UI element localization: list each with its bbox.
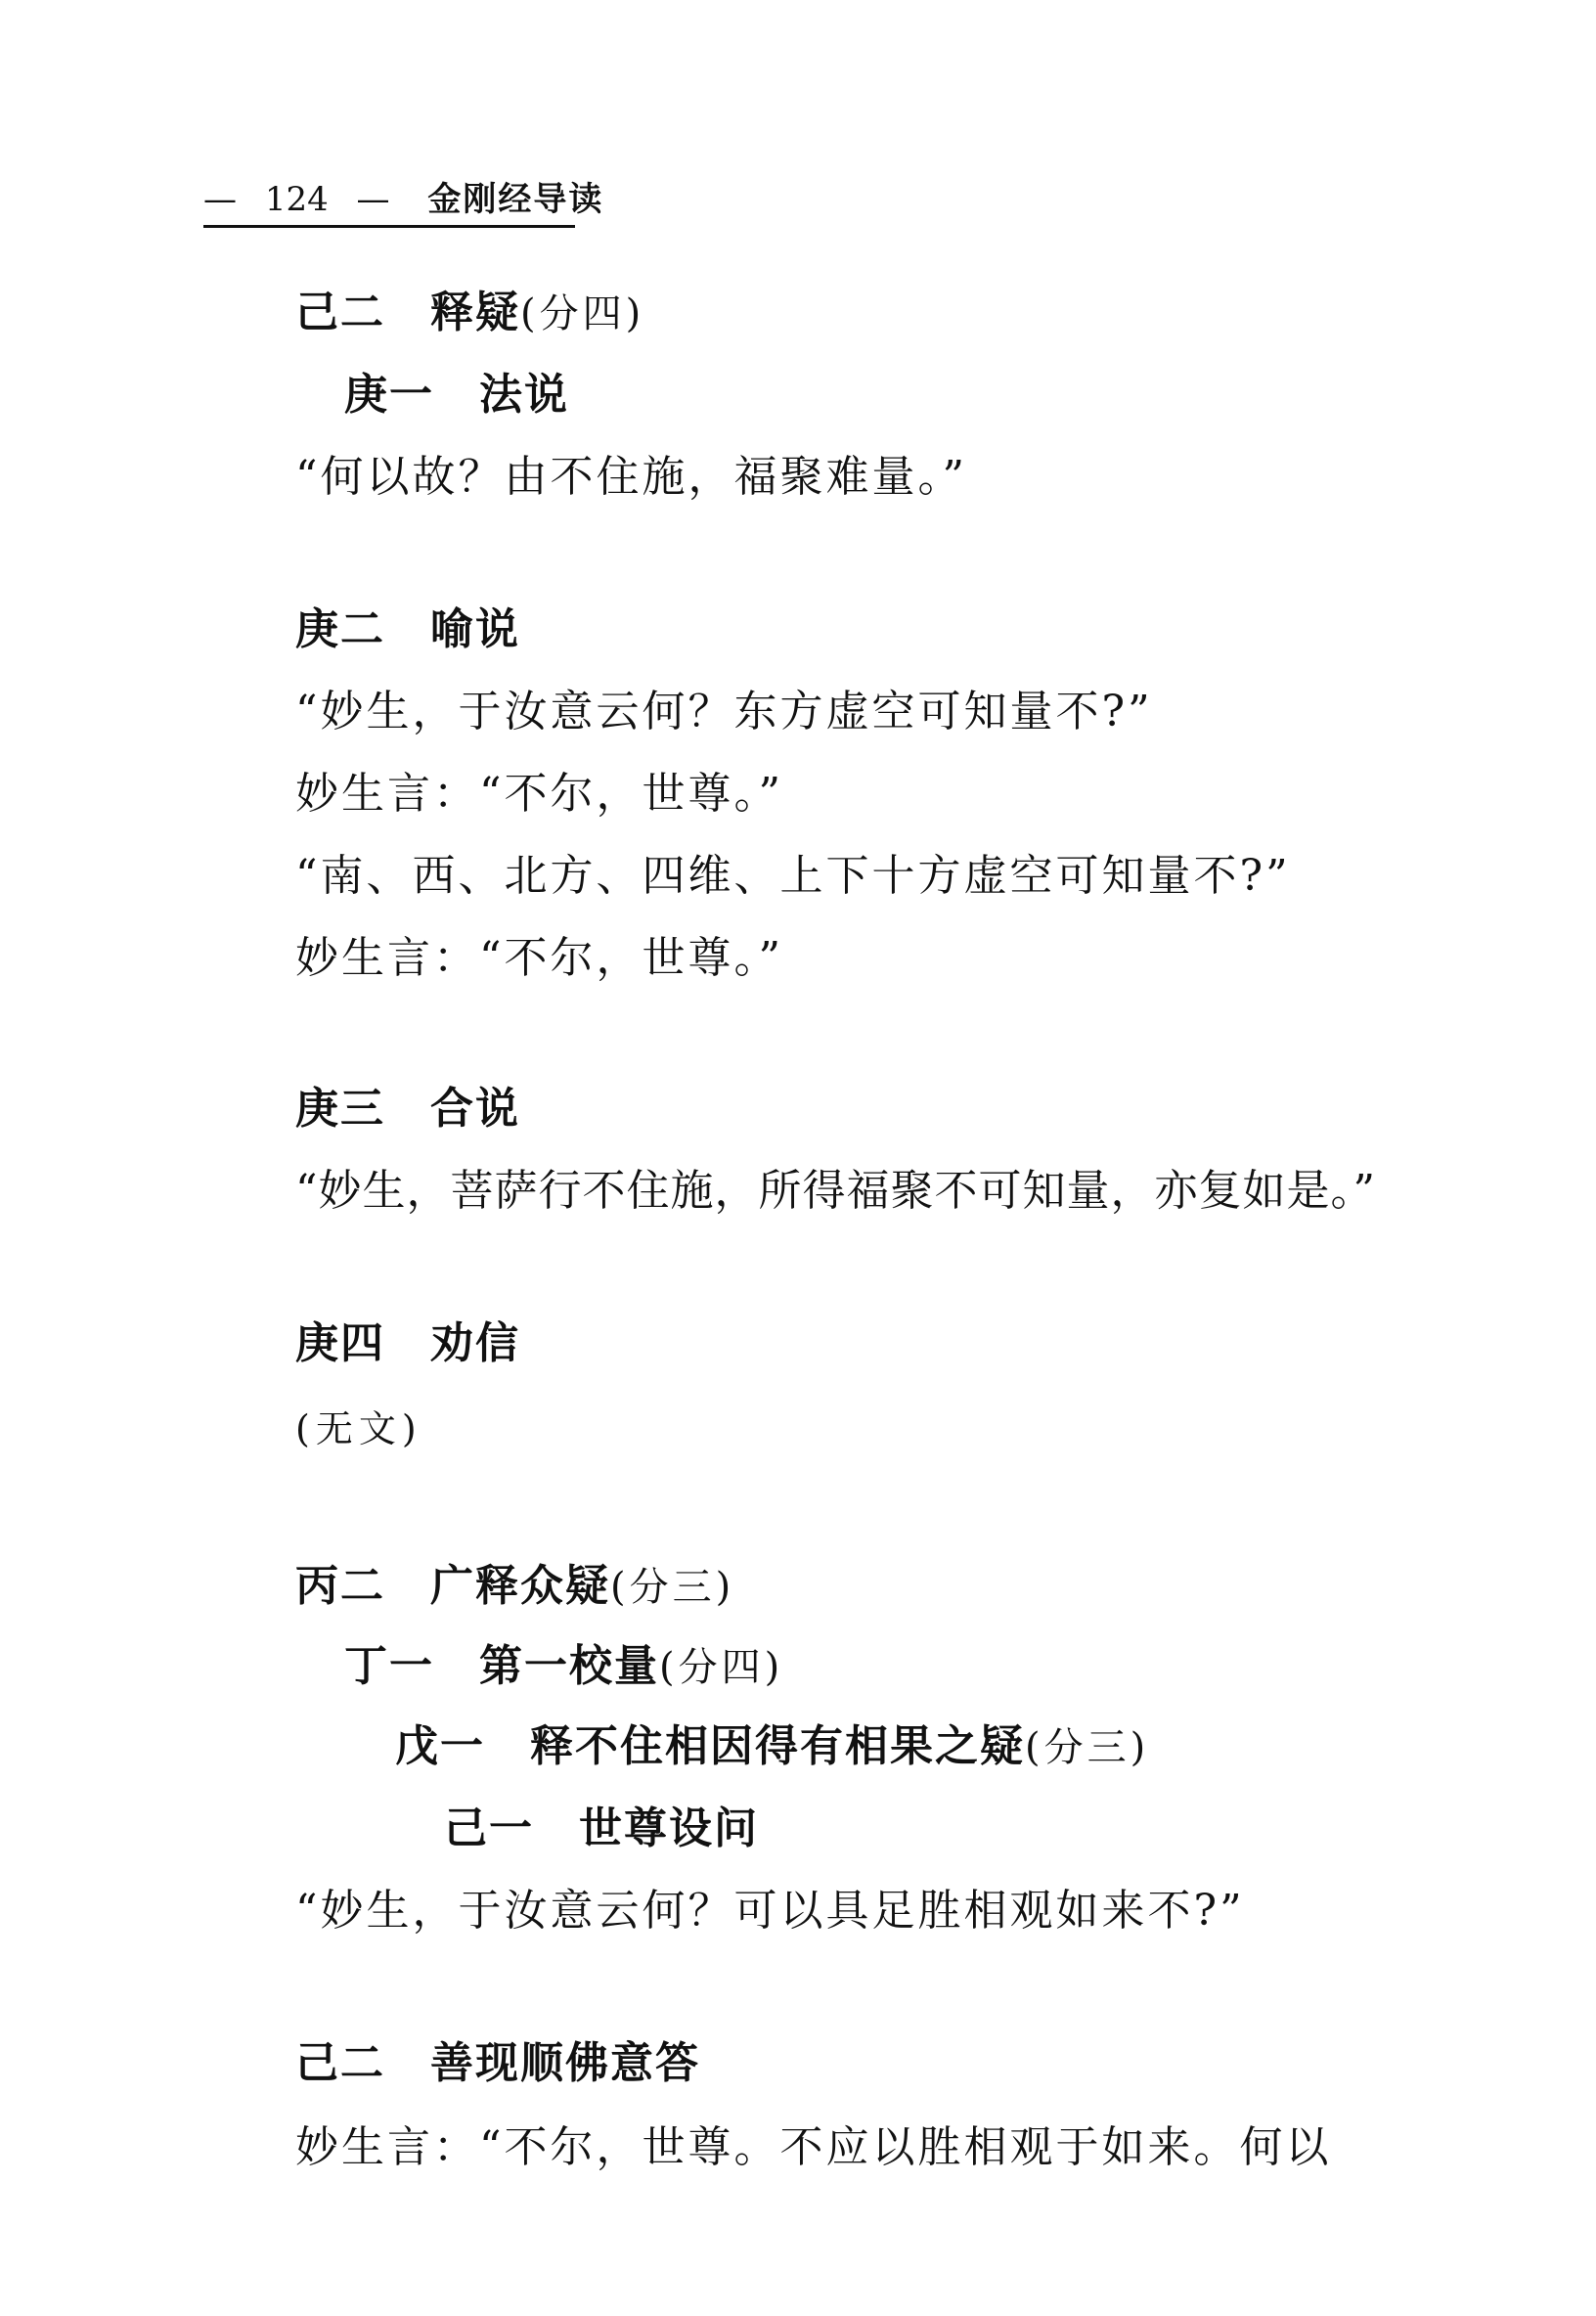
section-heading: [344, 1639, 783, 1695]
section-label: 庚二: [295, 604, 385, 654]
section-label: 庚一: [344, 370, 434, 420]
section-title: 第一校量: [479, 1641, 659, 1691]
section-note: (分三): [610, 1565, 735, 1610]
section-heading: [295, 286, 644, 341]
section-label: 己二: [295, 288, 385, 337]
header-dash-right: —: [356, 180, 390, 219]
section-heading: [295, 2036, 700, 2091]
section-title: 善现顺佛意答: [430, 2038, 700, 2088]
text-line: “妙生，于汝意云何？东方虚空可知量不?”: [295, 687, 1153, 736]
text-line: 妙生言：“不尔，世尊。不应以胜相观于如来。何以: [295, 2122, 1332, 2172]
section-title: 喻说: [430, 604, 520, 654]
section-title: 广释众疑: [430, 1561, 610, 1611]
page-number: 124: [264, 180, 329, 219]
section-title: 释不住相因得有相果之疑: [530, 1721, 1025, 1771]
section-title: 合说: [430, 1084, 520, 1134]
section-note: (分三): [1025, 1725, 1150, 1770]
section-note: (分四): [659, 1645, 784, 1690]
no-text-note: (无文): [295, 1407, 422, 1450]
section-title: 释疑: [430, 288, 520, 337]
section-heading: [395, 1719, 1149, 1775]
section-heading: [344, 368, 569, 423]
running-header: [203, 180, 604, 228]
text-line: “南、西、北方、四维、上下十方虚空可知量不?”: [295, 851, 1291, 901]
text-line: 妙生言：“不尔，世尊。”: [295, 769, 783, 819]
text-line: “妙生，于汝意云何？可以具足胜相观如来不?”: [295, 1886, 1245, 1936]
section-heading: [444, 1802, 759, 1856]
section-heading: [295, 1559, 734, 1615]
section-label: 丙二: [295, 1561, 385, 1611]
text-line: 妙生言：“不尔，世尊。”: [295, 933, 783, 983]
section-label: 丁一: [344, 1641, 434, 1691]
section-label: 己一: [444, 1804, 534, 1853]
section-title: 法说: [479, 370, 569, 420]
section-label: 戊一: [395, 1721, 485, 1771]
section-title: 世尊设问: [579, 1804, 759, 1853]
text-line: “何以故？由不住施，福聚难量。”: [295, 452, 967, 502]
header-dash-left: —: [203, 180, 237, 219]
section-heading: [295, 1082, 520, 1136]
section-label: 庚三: [295, 1084, 385, 1134]
section-heading: [295, 602, 520, 657]
book-title: 金刚经导读: [427, 180, 604, 219]
text-line: “妙生，菩萨行不住施，所得福聚不可知量，亦复如是。”: [295, 1166, 1376, 1216]
section-title: 劝信: [430, 1318, 520, 1368]
section-heading: [295, 1316, 520, 1371]
section-label: 庚四: [295, 1318, 385, 1368]
section-note: (分四): [520, 291, 645, 336]
section-label: 己二: [295, 2038, 385, 2088]
